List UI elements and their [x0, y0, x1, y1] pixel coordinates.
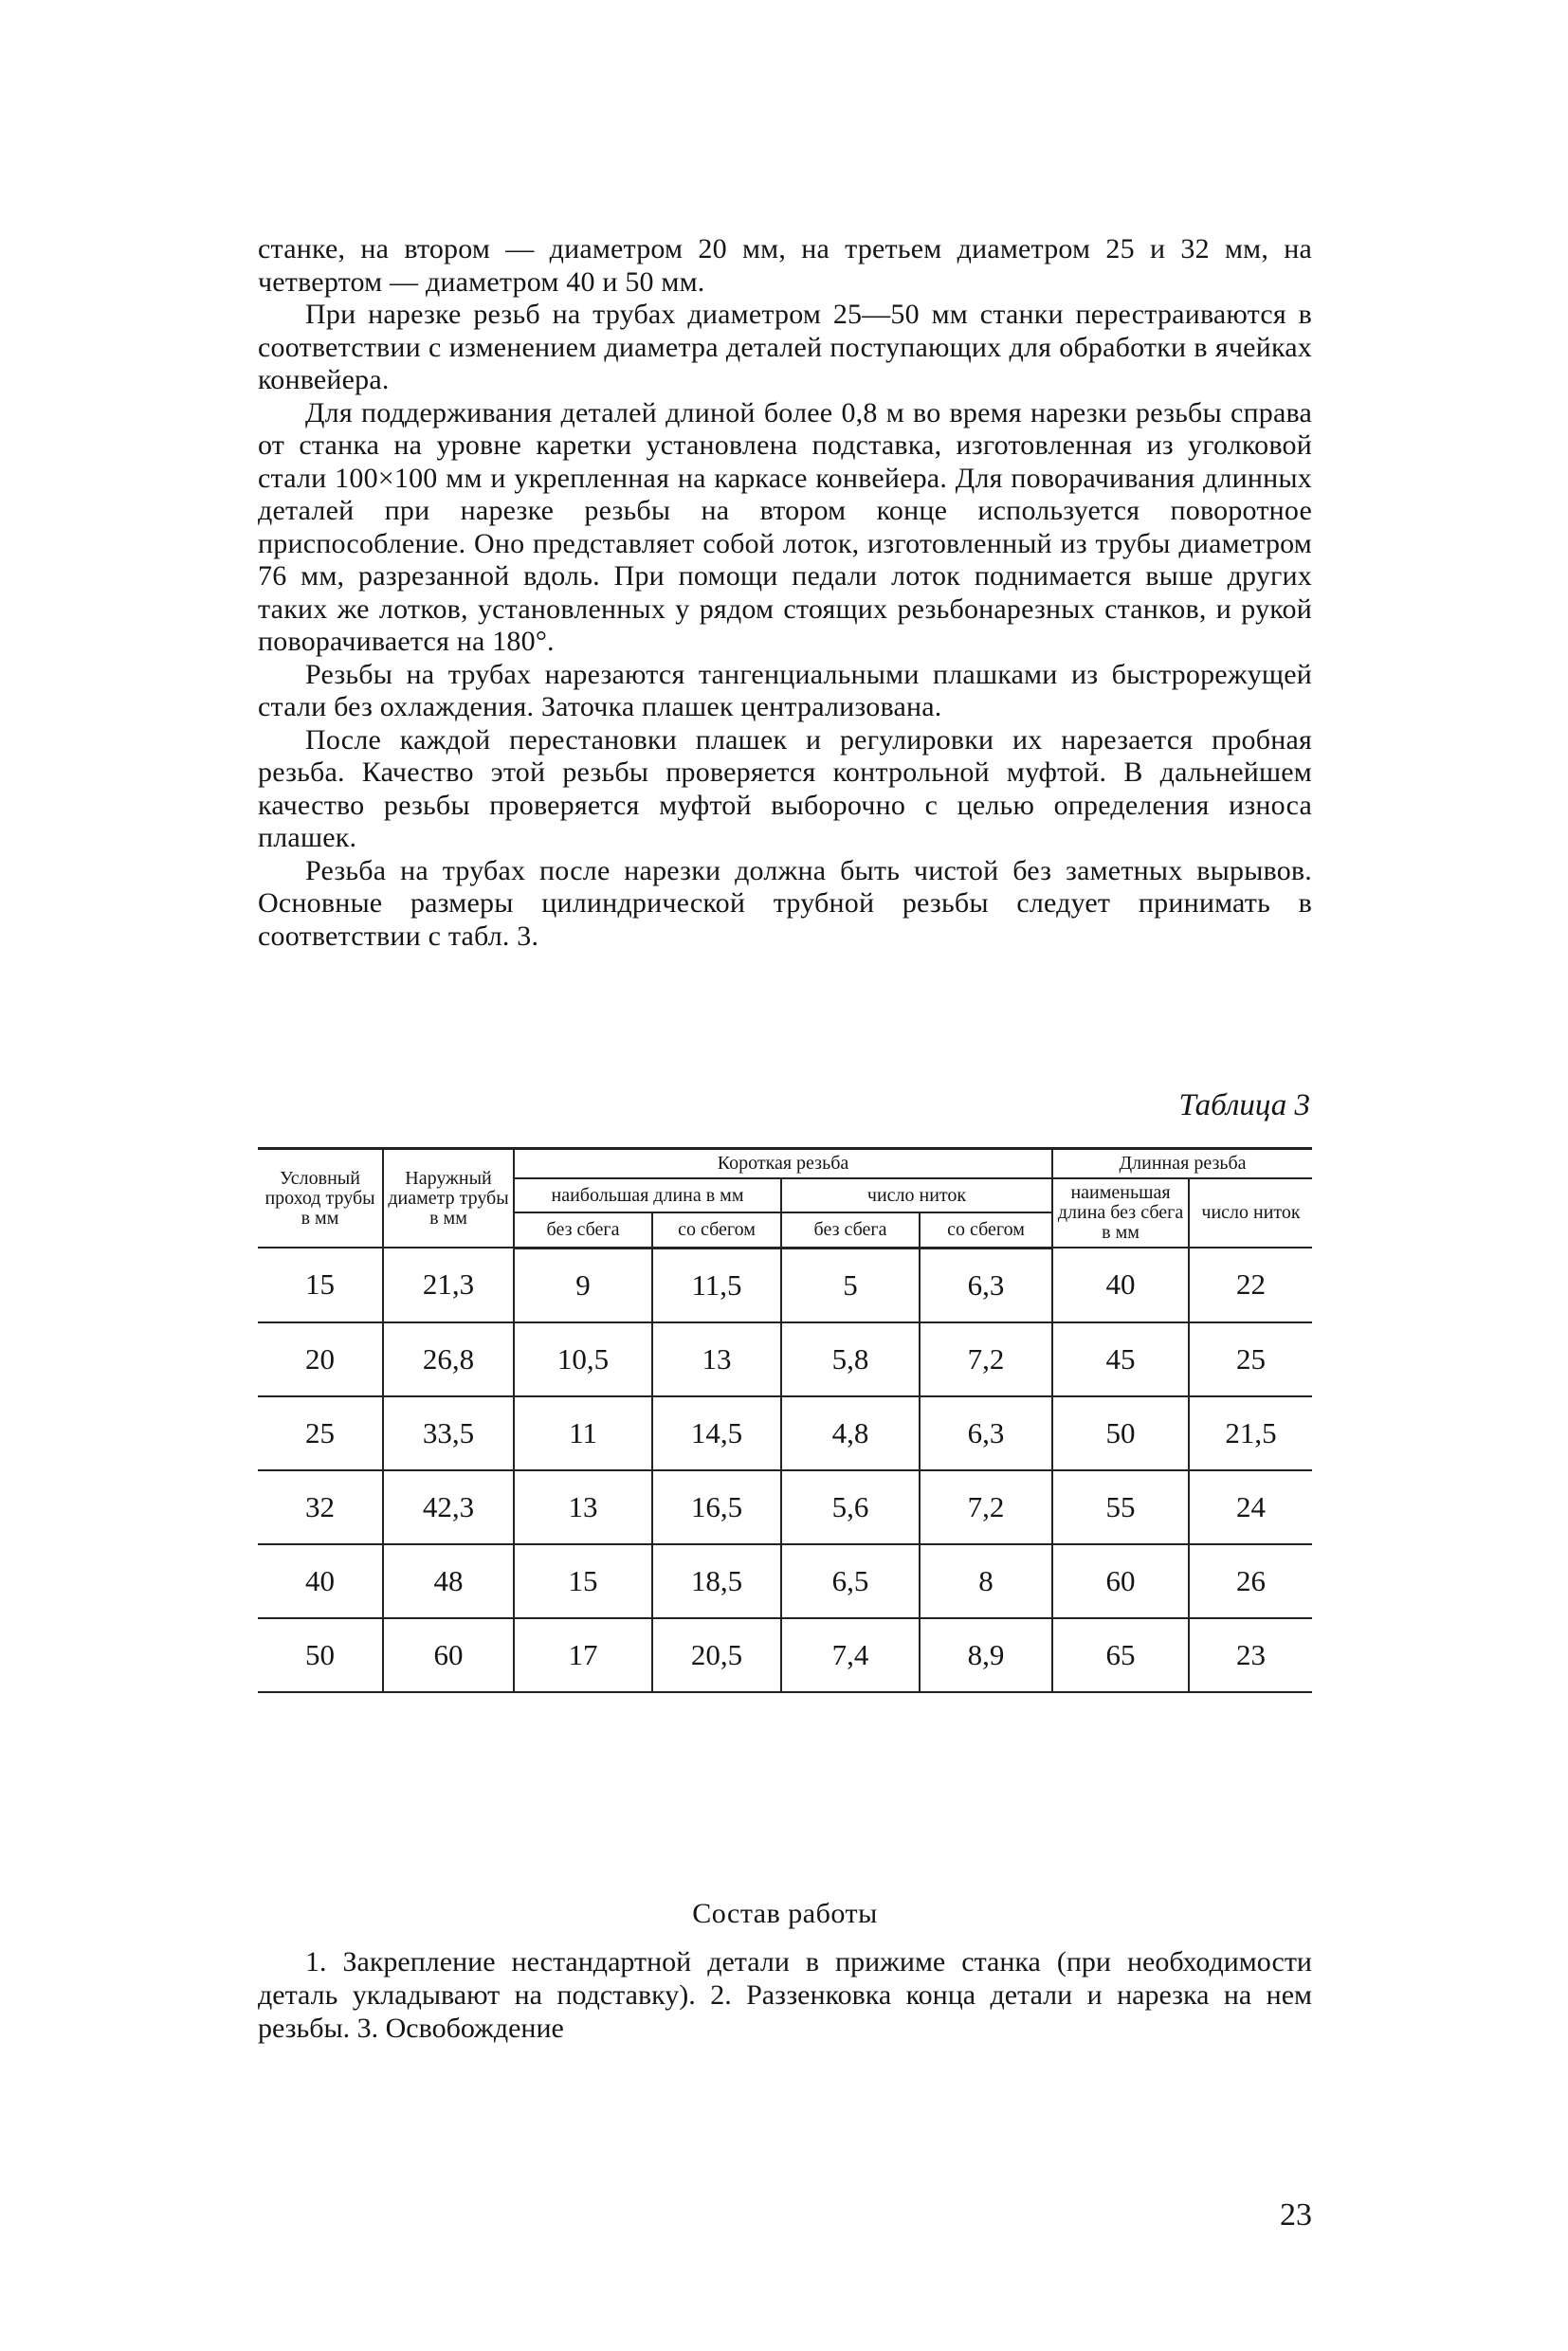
table-cell: 60	[383, 1618, 514, 1692]
header-no-runout: без сбега	[781, 1212, 920, 1248]
table-cell: 15	[514, 1544, 652, 1618]
paragraph: Резьба на трубах после нарезки должна быть чистой без заметных вырывов. Основные размеры цилиндрической трубной резьбы следует принимать в соответствии с табл. 3.	[258, 854, 1312, 952]
paragraph: При нарезке резьб на трубах диаметром 25—50 мм станки перестраиваются в соответствии с изменением диаметра деталей поступающих для обработки в ячейках конвейера.	[258, 299, 1312, 395]
table-cell: 7,2	[920, 1322, 1052, 1396]
paragraph: Резьбы на трубах нарезаются тангенциальными плашками из быстрорежущей стали без охлаждения. Заточка плашек централизована.	[258, 658, 1312, 722]
work-description: 1. Закрепление нестандартной детали в прижиме станка (при необходимости деталь укладывают на подставку). 2. Раззенковка конца детали и нарезка на нем резьбы. 3. Освобождение	[258, 1946, 1312, 2044]
header-turns-count: число ниток	[781, 1178, 1052, 1212]
table-cell: 40	[258, 1544, 383, 1618]
table-cell: 11,5	[652, 1248, 781, 1322]
table-row	[258, 1544, 1312, 1618]
table-cell: 21,3	[383, 1248, 514, 1322]
table-row	[258, 1322, 1312, 1396]
table-caption: Таблица 3	[1178, 1088, 1310, 1122]
section-title: Состав работы	[692, 1898, 878, 1929]
table-cell: 6,3	[920, 1396, 1052, 1470]
table-cell: 40	[1052, 1248, 1189, 1322]
paragraph: Для поддерживания деталей длиной более 0,8 м во время нарезки резьбы справа от станка на уровне каретки установлена подставка, изготовленная из уголковой стали 100×100 мм и укрепленная на каркасе конвейера. Для поворачивания длинных деталей при нарезке резьбы на втором конце используется поворотное приспособление. Оно представляет собой лоток, изготовленный из трубы диаметром 76 мм, разрезанной вдоль. При помощи педали лоток поднимается выше других таких же лотков, установленных у рядом стоящих резьбонарезных станков, и рукой поворачивается на 180°.	[258, 396, 1312, 657]
table-cell: 32	[258, 1470, 383, 1544]
table-cell: 13	[652, 1322, 781, 1396]
header-conditional-pass: Условный проход трубы в мм	[258, 1149, 383, 1248]
table-row	[258, 1396, 1312, 1470]
table-cell: 24	[1189, 1470, 1312, 1544]
table-cell: 50	[1052, 1396, 1189, 1470]
table-cell: 9	[514, 1248, 652, 1322]
header-no-runout: без сбега	[514, 1212, 652, 1248]
table-cell: 16,5	[652, 1470, 781, 1544]
table-row	[258, 1470, 1312, 1544]
body-text	[258, 233, 1312, 953]
table-cell: 23	[1189, 1618, 1312, 1692]
paragraph: станке, на втором — диаметром 20 мм, на третьем диаметром 25 и 32 мм, на четвертом — диаметром 40 и 50 мм.	[258, 233, 1312, 298]
paragraph: После каждой перестановки плашек и регулировки их нарезается пробная резьба. Качество этой резьбы проверяется контрольной муфтой. В дальнейшем качество резьбы проверяется муфтой выборочно с целью определения износа плашек.	[258, 723, 1312, 853]
table-cell: 25	[258, 1396, 383, 1470]
table-cell: 55	[1052, 1470, 1189, 1544]
table-cell: 20	[258, 1322, 383, 1396]
table-cell: 22	[1189, 1248, 1312, 1322]
table-cell: 6,3	[920, 1248, 1052, 1322]
table-cell: 60	[1052, 1544, 1189, 1618]
table-cell: 65	[1052, 1618, 1189, 1692]
table-cell: 17	[514, 1618, 652, 1692]
table-cell: 6,5	[781, 1544, 920, 1618]
table-row	[258, 1248, 1312, 1322]
table-cell: 26,8	[383, 1322, 514, 1396]
table-cell: 4,8	[781, 1396, 920, 1470]
table-cell: 10,5	[514, 1322, 652, 1396]
table-cell: 26	[1189, 1544, 1312, 1618]
table-cell: 11	[514, 1396, 652, 1470]
header-with-runout: со сбегом	[652, 1212, 781, 1248]
table-cell: 14,5	[652, 1396, 781, 1470]
table-row	[258, 1618, 1312, 1692]
table-cell: 7,4	[781, 1618, 920, 1692]
table-cell: 13	[514, 1470, 652, 1544]
table-cell: 5,8	[781, 1322, 920, 1396]
table-cell: 48	[383, 1544, 514, 1618]
table-cell: 45	[1052, 1322, 1189, 1396]
table-cell: 33,5	[383, 1396, 514, 1470]
table-cell: 15	[258, 1248, 383, 1322]
header-outer-diameter: Наружный диаметр трубы в мм	[383, 1149, 514, 1248]
table-cell: 50	[258, 1618, 383, 1692]
table-cell: 21,5	[1189, 1396, 1312, 1470]
table-cell: 5,6	[781, 1470, 920, 1544]
table-cell: 25	[1189, 1322, 1312, 1396]
table-cell: 18,5	[652, 1544, 781, 1618]
header-min-length: наименьшая длина без сбега в мм	[1052, 1178, 1189, 1248]
thread-dimensions-table	[258, 1147, 1312, 1693]
table-cell: 20,5	[652, 1618, 781, 1692]
table-cell: 8	[920, 1544, 1052, 1618]
table-cell: 42,3	[383, 1470, 514, 1544]
header-short-thread: Короткая резьба	[514, 1149, 1052, 1179]
table-cell: 8,9	[920, 1618, 1052, 1692]
page-number: 23	[1280, 2197, 1312, 2233]
header-long-thread: Длинная резьба	[1052, 1149, 1312, 1179]
table-cell: 5	[781, 1248, 920, 1322]
table-cell: 7,2	[920, 1470, 1052, 1544]
header-long-turns: число ниток	[1189, 1178, 1312, 1248]
header-with-runout: со сбегом	[920, 1212, 1052, 1248]
header-max-length: наибольшая длина в мм	[514, 1178, 781, 1212]
